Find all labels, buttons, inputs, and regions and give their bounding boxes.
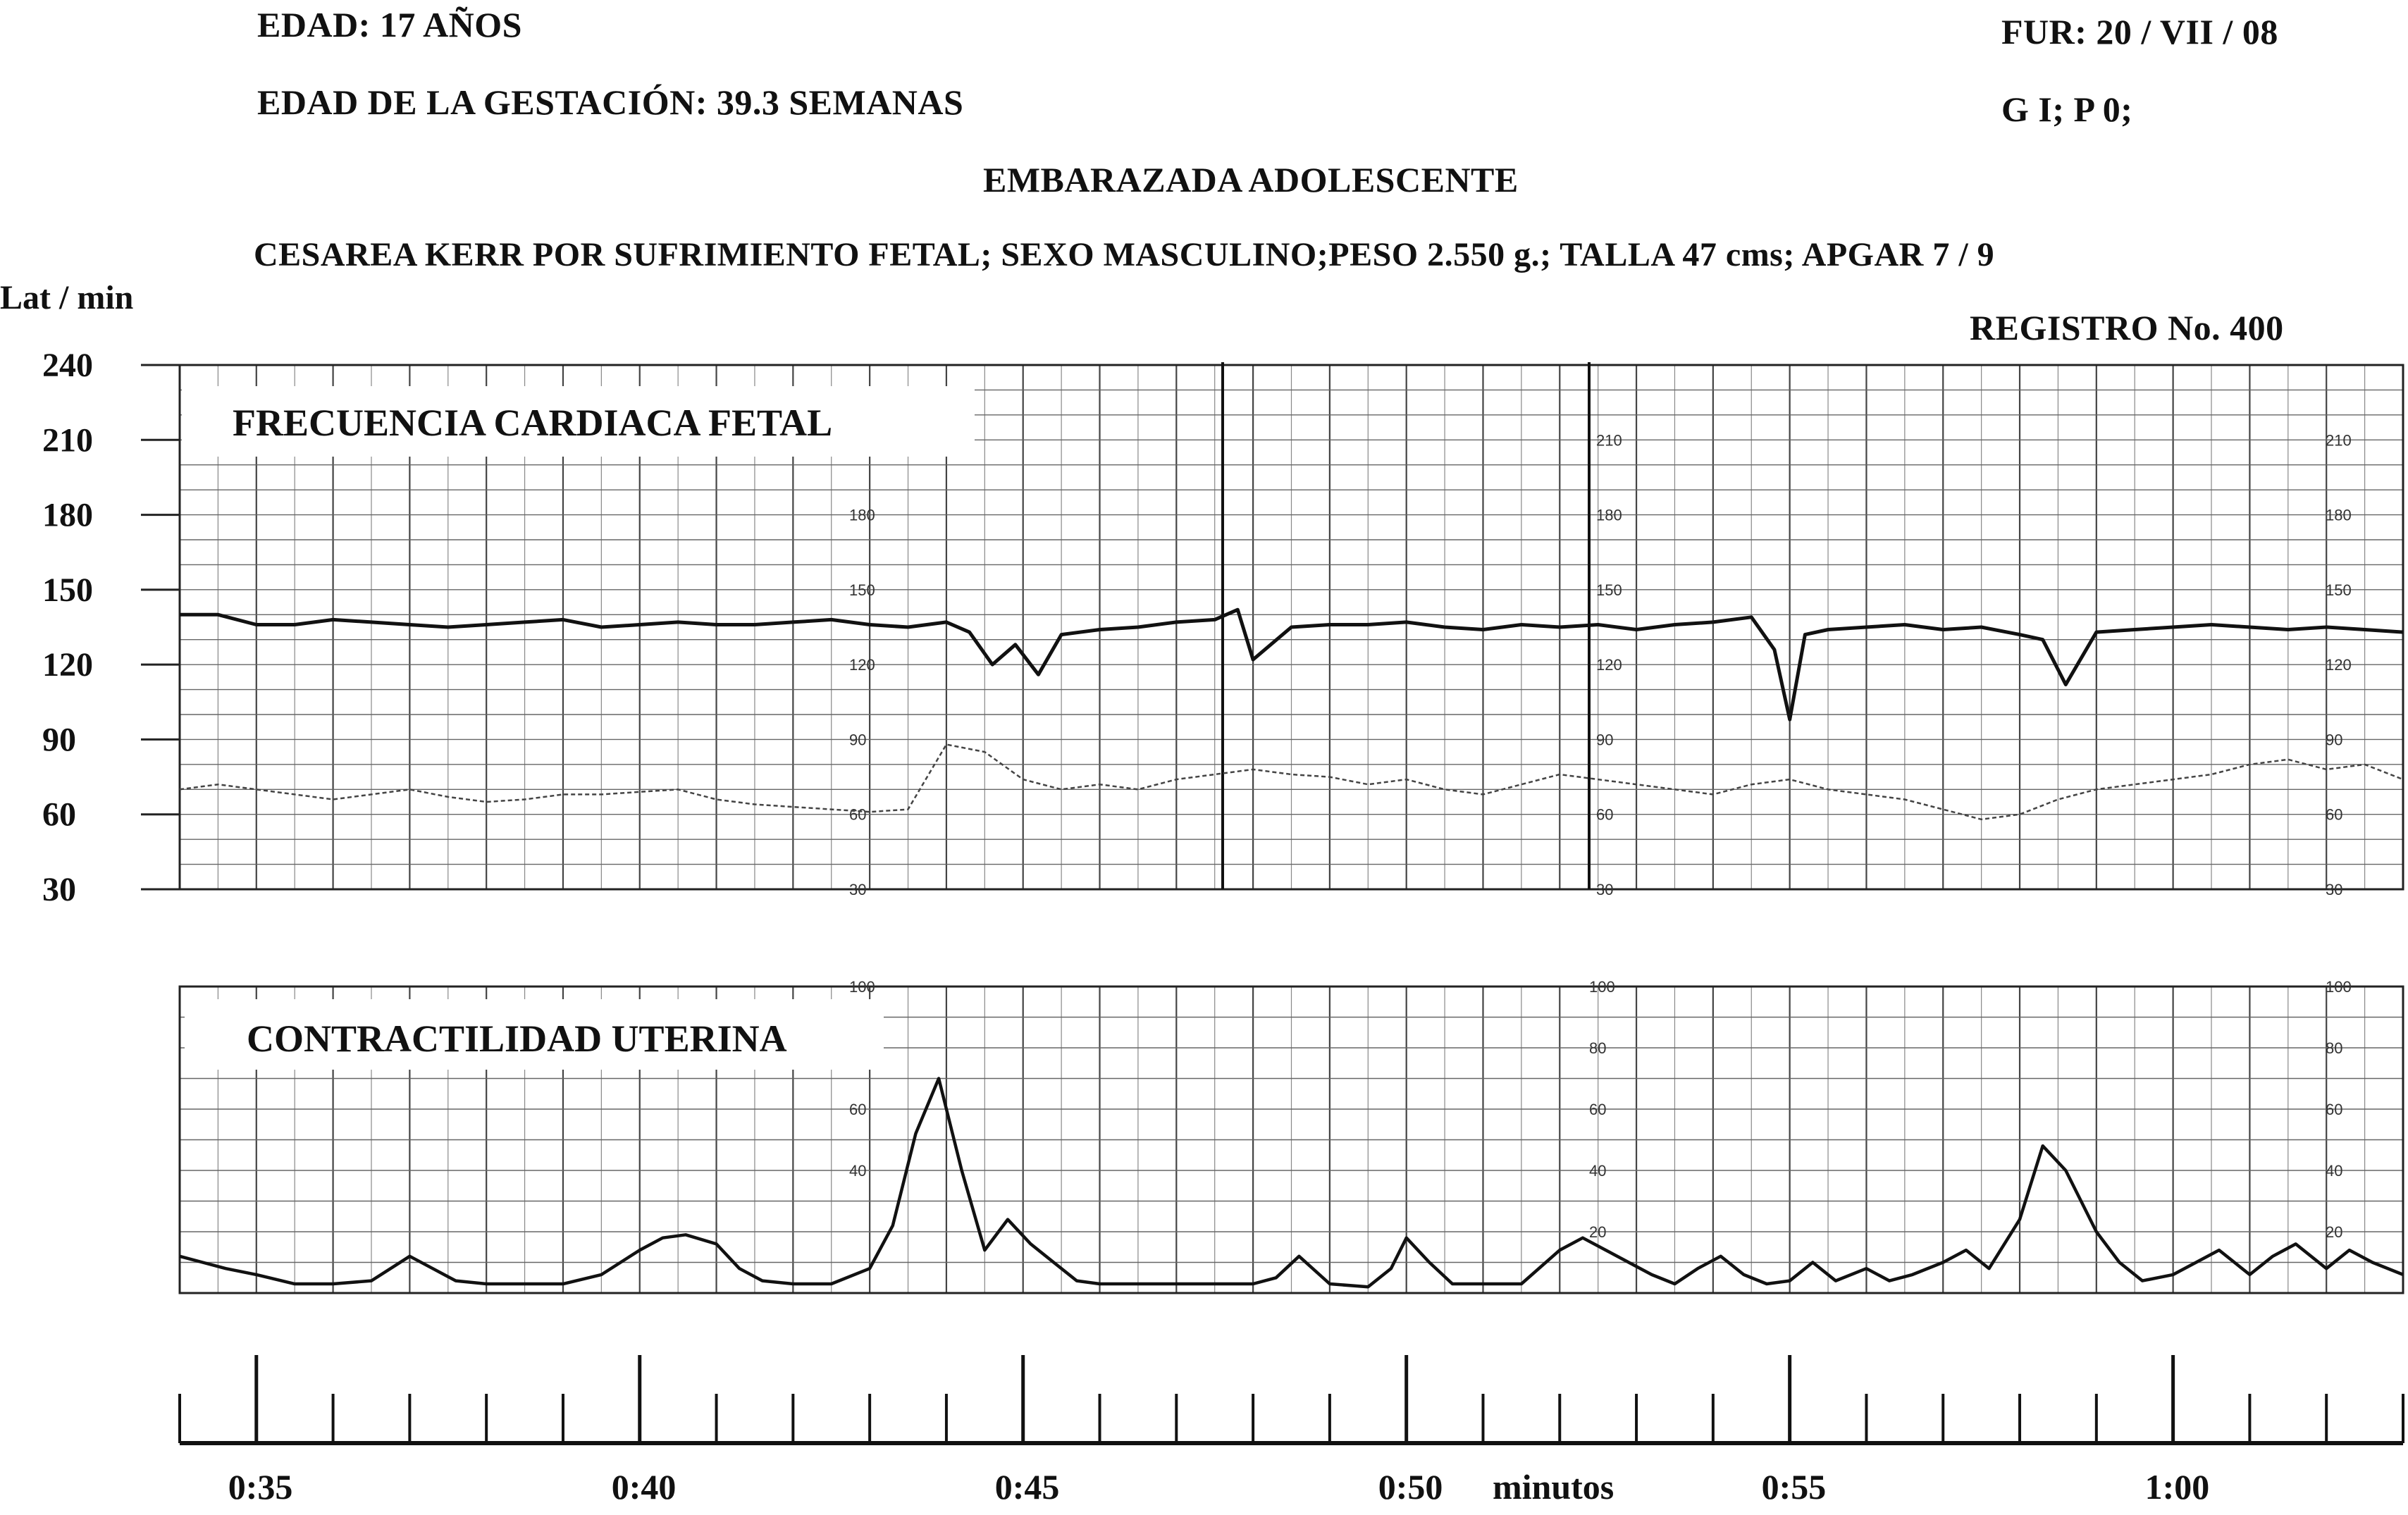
fhr-paper-tick-label: 30 xyxy=(2326,881,2343,898)
fhr-y-tick-label: 120 xyxy=(42,646,93,684)
uc-paper-tick-label: 100 xyxy=(1589,978,1615,996)
delivery-outcome: CESAREA KERR POR SUFRIMIENTO FETAL; SEXO MASCULINO;PESO 2.550 g.; TALLA 47 cms; APGAR 7 / 9 xyxy=(254,236,1995,273)
fhr-paper-tick-label: 30 xyxy=(849,881,867,898)
uc-paper-tick-label: 60 xyxy=(1589,1101,1607,1118)
paper-tick-labels xyxy=(849,431,2352,1241)
fhr-paper-tick-label: 150 xyxy=(849,581,875,599)
uc-paper-tick-label: 20 xyxy=(2326,1223,2343,1241)
fhr-paper-tick-label: 120 xyxy=(2326,656,2352,674)
last-menstrual-period: FUR: 20 / VII / 08 xyxy=(2001,12,2278,51)
fhr-paper-tick-label: 150 xyxy=(2326,581,2352,599)
fhr-paper-tick-label: 180 xyxy=(1596,506,1622,524)
uc-paper-tick-label: 100 xyxy=(2326,978,2352,996)
uc-paper-tick-label: 80 xyxy=(1589,1039,1607,1057)
time-tick-label: 0:35 xyxy=(228,1467,293,1507)
fhr-paper-tick-label: 60 xyxy=(849,805,867,824)
fhr-panel-title: FRECUENCIA CARDIACA FETAL xyxy=(233,402,833,444)
uc-paper-tick-label: 80 xyxy=(2326,1039,2343,1057)
fhr-paper-tick-label: 120 xyxy=(1596,656,1622,674)
fhr-paper-tick-label: 60 xyxy=(2326,805,2343,824)
patient-condition: EMBARAZADA ADOLESCENTE xyxy=(983,160,1519,199)
time-tick-label: 0:40 xyxy=(611,1467,677,1507)
uc-paper-tick-label: 60 xyxy=(2326,1101,2343,1118)
time-tick-label: 0:50 xyxy=(1378,1467,1443,1507)
uc-panel-title: CONTRACTILIDAD UTERINA xyxy=(247,1018,787,1060)
fhr-y-tick-label: 30 xyxy=(42,871,76,908)
fhr-y-tick-label: 90 xyxy=(42,721,76,759)
fhr-paper-tick-label: 120 xyxy=(849,656,875,674)
time-tick-label: 0:55 xyxy=(1761,1467,1827,1507)
fhr-paper-tick-label: 90 xyxy=(2326,731,2343,749)
fhr-y-axis-label: Lat / min xyxy=(0,279,134,316)
fhr-y-tick-label: 210 xyxy=(42,421,93,459)
fhr-y-tick-label: 60 xyxy=(42,796,76,834)
time-tick-label: 0:45 xyxy=(994,1467,1060,1507)
gravida-para: G I; P 0; xyxy=(2001,89,2133,129)
uc-paper-tick-label: 20 xyxy=(1589,1223,1607,1241)
fhr-y-axis xyxy=(42,347,180,908)
uc-paper-tick-label: 60 xyxy=(849,1101,867,1118)
fhr-paper-tick-label: 90 xyxy=(1596,731,1614,749)
patient-age: EDAD: 17 AÑOS xyxy=(257,5,522,44)
fhr-y-tick-label: 150 xyxy=(42,571,93,609)
fhr-y-tick-label: 180 xyxy=(42,496,93,534)
fhr-paper-tick-label: 210 xyxy=(1596,431,1622,450)
fhr-paper-tick-label: 60 xyxy=(1596,805,1614,824)
fhr-y-tick-label: 240 xyxy=(42,347,93,384)
gestational-age: EDAD DE LA GESTACIÓN: 39.3 SEMANAS xyxy=(257,82,964,122)
fhr-paper-tick-label: 30 xyxy=(1596,881,1614,898)
uc-paper-tick-label: 40 xyxy=(2326,1162,2343,1180)
fhr-paper-tick-label: 90 xyxy=(849,731,867,749)
uc-paper-tick-label: 40 xyxy=(1589,1162,1607,1180)
uc-paper-tick-label: 100 xyxy=(849,978,875,996)
time-tick-label: 1:00 xyxy=(2144,1467,2210,1507)
uc-paper-tick-label: 40 xyxy=(849,1162,867,1180)
fhr-paper-tick-label: 180 xyxy=(2326,506,2352,524)
time-axis xyxy=(180,1355,2403,1507)
fhr-paper-tick-label: 210 xyxy=(2326,431,2352,450)
registro-number: REGISTRO No. 400 xyxy=(1970,308,2284,347)
fhr-paper-tick-label: 180 xyxy=(849,506,875,524)
time-axis-label: minutos xyxy=(1493,1467,1614,1507)
fhr-paper-tick-label: 150 xyxy=(1596,581,1622,599)
